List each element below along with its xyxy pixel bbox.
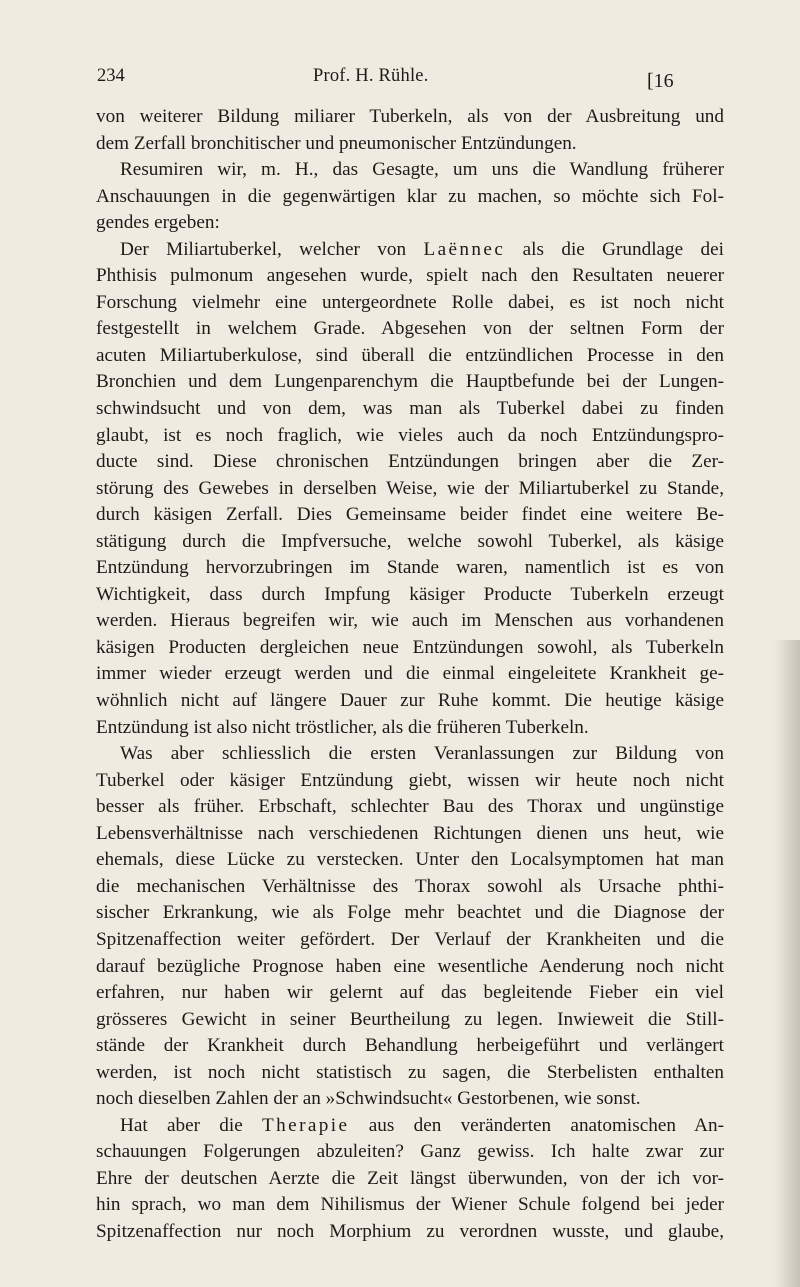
text-line: Wichtigkeit, dass durch Impfung käsiger Producte Tuberkeln erzeugt xyxy=(96,583,724,605)
text-line: Entzündung ist also nicht tröstlicher, als die früheren Tuberkeln. xyxy=(96,716,589,738)
running-head: Prof. H. Rühle. xyxy=(313,66,429,86)
text-line: von weiterer Bildung miliarer Tuberkeln, als von der Ausbreitung und xyxy=(96,106,724,127)
page-edge-shadow xyxy=(774,640,800,1287)
text-line: Spitzenaffection nur noch Morphium zu verordnen wusste, und glaube, xyxy=(96,1220,724,1242)
page-number: 234 xyxy=(97,66,125,86)
text-line: ducte sind. Diese chronischen Entzündungen bringen aber die Zer- xyxy=(96,451,724,473)
text-line: hin sprach, wo man dem Nihilismus der Wiener Schule folgend bei jeder xyxy=(96,1194,724,1216)
text-line: werden. Hieraus begreifen wir, wie auch im Menschen aus vorhandenen xyxy=(96,610,724,632)
text-line: Anschauungen in die gegenwärtigen klar zu machen, so möchte sich Fol- xyxy=(96,185,724,207)
text-line: störung des Gewebes in derselben Weise, wie der Miliartuberkel zu Stande, xyxy=(96,477,724,499)
text-line: schauungen Folgerungen abzuleiten? Ganz gewiss. Ich halte zwar zur xyxy=(96,1141,724,1163)
text-line: darauf bezügliche Prognose haben eine wesentliche Aenderung noch nicht xyxy=(96,955,724,977)
text-line: Entzündung hervorzubringen im Stande waren, namentlich ist es von xyxy=(96,557,724,579)
text-line: schwindsucht und von dem, was man als Tuberkel dabei zu finden xyxy=(96,398,724,420)
text-line: wöhnlich nicht auf längere Dauer zur Ruhe kommt. Die heutige käsige xyxy=(96,690,724,712)
text-line: Was aber schliesslich die ersten Veranlassungen zur Bildung von xyxy=(120,743,724,765)
text-line: Der Miliartuberkel, welcher von Laënnec als die Grundlage dei xyxy=(120,238,725,260)
text-line: die mechanischen Verhältnisse des Thorax sowohl als Ursache phthi- xyxy=(96,875,724,897)
text-line: sischer Erkrankung, wie als Folge mehr beachtet und die Diagnose der xyxy=(96,902,724,924)
text-line: Resumiren wir, m. H., das Gesagte, um uns die Wandlung früherer xyxy=(120,159,724,181)
section-mark: [16 xyxy=(647,70,674,92)
text-line: noch dieselben Zahlen der an »Schwindsucht« Gestorbenen, wie sonst. xyxy=(96,1088,641,1110)
text-line: erfahren, nur haben wir gelernt auf das begleitende Fieber ein viel xyxy=(96,982,724,1004)
text-line: stätigung durch die Impfversuche, welche sowohl Tuberkel, als käsige xyxy=(96,530,724,552)
text-line: glaubt, ist es noch fraglich, wie vieles auch da noch Entzündungspro- xyxy=(96,424,724,446)
text-line: Forschung vielmehr eine untergeordnete Rolle dabei, es ist noch nicht xyxy=(96,291,724,313)
text-line: gendes ergeben: xyxy=(96,212,220,234)
text-line: besser als früher. Erbschaft, schlechter Bau des Thorax und ungünstige xyxy=(96,796,724,818)
text-line: ehemals, diese Lücke zu verstecken. Unter den Localsymptomen hat man xyxy=(96,849,724,871)
text-line: Phthisis pulmonum angesehen wurde, spielt nach den Resultaten neuerer xyxy=(96,265,724,287)
text-line: käsigen Producten dergleichen neue Entzündungen sowohl, als Tuberkeln xyxy=(96,636,724,658)
body-text xyxy=(96,104,724,1246)
page-header xyxy=(0,66,800,96)
text-line: werden, ist noch nicht statistisch zu sagen, die Sterbelisten enthalten xyxy=(96,1061,724,1083)
text-line: Hat aber die Therapie aus den veränderten anatomischen An- xyxy=(120,1114,724,1136)
text-line: festgestellt in welchem Grade. Abgesehen von der seltnen Form der xyxy=(96,318,724,340)
text-line: Lebensverhältnisse nach verschiedenen Richtungen dienen uns heut, wie xyxy=(96,822,724,844)
text-line: immer wieder erzeugt werden und die einmal eingeleitete Krankheit ge- xyxy=(96,663,724,685)
text-line: acuten Miliartuberkulose, sind überall die entzündlichen Processe in den xyxy=(96,344,724,366)
text-line: stände der Krankheit durch Behandlung herbeigeführt und verlängert xyxy=(96,1035,724,1057)
text-line: dem Zerfall bronchitischer und pneumonischer Entzündungen. xyxy=(96,132,577,154)
text-line: Spitzenaffection weiter gefördert. Der Verlauf der Krankheiten und die xyxy=(96,928,724,950)
text-line: grösseres Gewicht in seiner Beurtheilung zu legen. Inwieweit die Still- xyxy=(96,1008,724,1030)
text-line: durch käsigen Zerfall. Dies Gemeinsame beider findet eine weitere Be- xyxy=(96,504,724,526)
text-line: Tuberkel oder käsiger Entzündung giebt, wissen wir heute noch nicht xyxy=(96,769,724,791)
text-line: Ehre der deutschen Aerzte die Zeit längst überwunden, von der ich vor- xyxy=(96,1167,724,1189)
text-line: Bronchien und dem Lungenparenchym die Hauptbefunde bei der Lungen- xyxy=(96,371,724,393)
